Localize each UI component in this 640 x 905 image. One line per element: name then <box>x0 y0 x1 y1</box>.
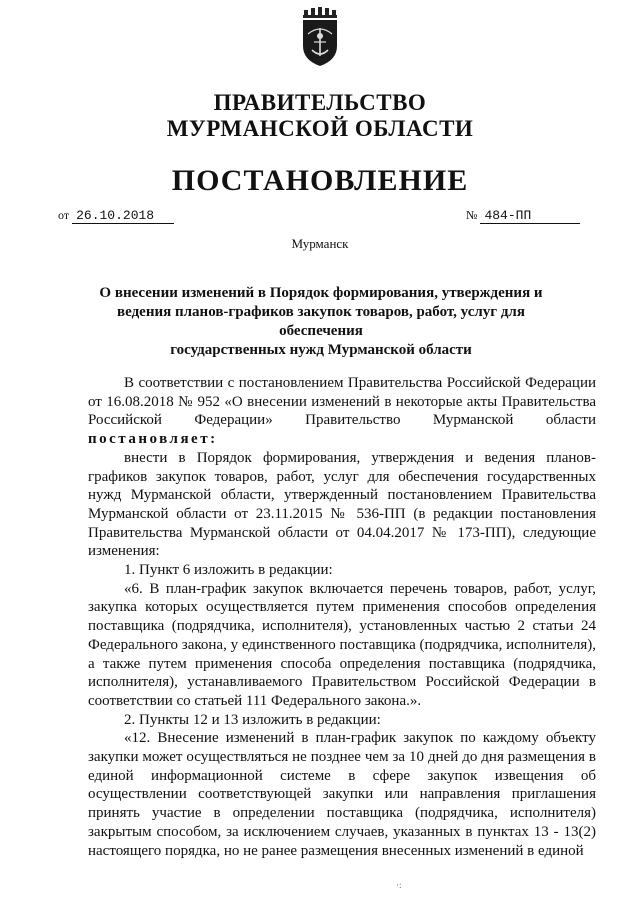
date-prefix: от <box>58 208 70 222</box>
city-name: Мурманск <box>291 236 349 251</box>
body-paragraph: 1. Пункт 6 изложить в редакции: <box>124 562 333 579</box>
subject-line: государственных нужд Мурманской области <box>170 342 472 358</box>
document-date: 26.10.2018 <box>72 208 174 224</box>
subject-line: О внесении изменений в Порядок формирования, утверждения и <box>99 285 543 301</box>
scan-artifact-mark: ·: <box>396 880 402 890</box>
body-paragraph: внести в Порядок формирования, утверждения и ведения планов-графиков закупок товаров, работ, услуг для обеспечения государственных нужд Мурманской области, утвержденный постановлением Правительства Мурманской области от 23.11.2015 № 536-ПП (в редакции постановления Правительства Мурманской области от 04.04.2017 № 173-ПП), следующие изменения: <box>88 449 596 560</box>
murmansk-coat-of-arms-icon <box>300 6 340 68</box>
body-paragraph: 2. Пункты 12 и 13 изложить в редакции: <box>124 711 381 728</box>
document-type-title: ПОСТАНОВЛЕНИЕ <box>171 164 469 197</box>
document-subject <box>90 284 552 360</box>
document-body <box>88 374 596 860</box>
body-paragraph: «6. В план-график закупок включается перечень товаров, работ, услуг, закупка которых осуществляется путем применения способов определения поставщика (подрядчика, исполнителя), установленных частью 2 статьи 24 Федерального закона, у единственного поставщика (подрядчика, исполнителя), а также путем применения способа определения поставщика (подрядчика, исполнителя), устанавливаемого Правительством Российской Федерации в соответствии со статьей 111 Федерального закона.». <box>88 580 596 709</box>
subject-line: ведения планов-графиков закупок товаров, работ, услуг для обеспечения <box>117 304 525 339</box>
government-name-line1: ПРАВИТЕЛЬСТВО <box>213 90 427 115</box>
body-paragraph <box>88 374 596 449</box>
number-field <box>466 208 580 224</box>
date-field <box>58 208 174 224</box>
government-name-line2: МУРМАНСКОЙ ОБЛАСТИ <box>166 116 474 141</box>
body-paragraph: «12. Внесение изменений в план-график закупок по каждому объекту закупки может осуществляться не позднее чем за 10 дней до дня размещения в единой информационной системе в сфере закупок извещения об осуществлении соответствующей закупки или направления приглашения принять участие в определении поставщика (подрядчика, исполнителя) закрытым способом, за исключением случаев, указанных в пунктах 13 - 13(2) настоящего порядка, но не ранее размещения внесенных изменений в единой <box>88 730 596 859</box>
preamble-text: В соответствии с постановлением Правительства Российской Федерации от 16.08.2018 № 952 «О внесении изменений в некоторые акты Правительства Российской Федерации» Правительство Мурманской области <box>88 375 596 429</box>
document-number: 484-ПП <box>480 208 580 224</box>
resolves-keyword: постановляет: <box>88 431 218 448</box>
number-prefix: № <box>466 208 478 222</box>
